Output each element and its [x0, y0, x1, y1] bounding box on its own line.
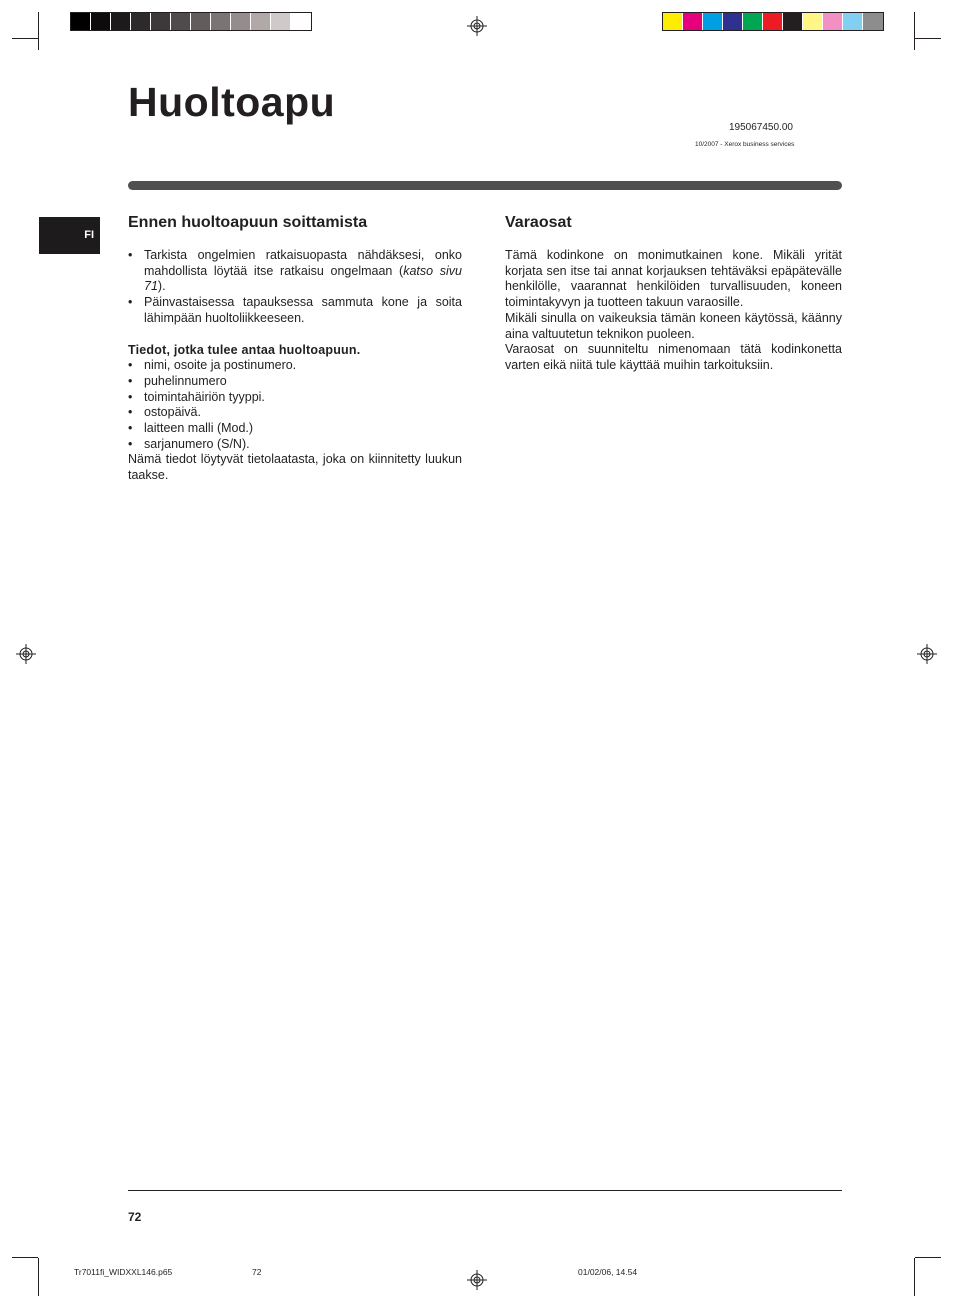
color-swatch [151, 13, 171, 30]
check-list [128, 248, 462, 327]
list-item: • Päinvastaisessa tapauksessa sammuta kone ja soita lähimpään huoltoliikkeeseen. [128, 295, 462, 326]
info-list [128, 358, 462, 452]
slug-filename: Tr7011fi_WIDXXL146.p65 [74, 1267, 173, 1277]
info-subheading: Tiedot, jotka tulee antaa huoltoapuun. [128, 342, 361, 357]
color-swatch [211, 13, 231, 30]
color-swatch [863, 13, 883, 30]
registration-mark-icon [467, 1270, 487, 1290]
registration-mark-icon [467, 16, 487, 36]
color-swatch [803, 13, 823, 30]
header-rule [128, 181, 842, 190]
left-column [128, 212, 462, 484]
right-column [505, 212, 842, 374]
crop-mark [914, 12, 915, 50]
color-swatch [843, 13, 863, 30]
page-number: 72 [128, 1210, 142, 1224]
document-note: 10/2007 - Xerox business services [695, 141, 795, 148]
crop-mark [915, 1257, 941, 1258]
color-swatch [131, 13, 151, 30]
crop-mark [38, 12, 39, 50]
color-swatch [683, 13, 703, 30]
color-swatch [91, 13, 111, 30]
color-swatch [191, 13, 211, 30]
color-swatch [783, 13, 803, 30]
color-swatch [663, 13, 683, 30]
crop-mark [12, 38, 38, 39]
color-swatch [763, 13, 783, 30]
slug-date: 01/02/06, 14.54 [578, 1267, 638, 1277]
list-item: • sarjanumero (S/N). [128, 437, 462, 453]
list-item: • laitteen malli (Mod.) [128, 421, 462, 437]
list-item: • toimintahäiriön tyyppi. [128, 390, 462, 406]
color-swatch [291, 13, 311, 30]
color-swatch [703, 13, 723, 30]
crop-mark [914, 1258, 915, 1296]
section-heading-spare-parts: Varaosat [505, 214, 572, 231]
language-code: FI [84, 229, 94, 241]
footer-rule [128, 1190, 842, 1191]
color-swatch [743, 13, 763, 30]
paragraph: Tämä kodinkone on monimutkainen kone. Mikäli yrität korjata sen itse tai annat korjauksen tehtäväksi epäpätevälle henkilölle, vaarannat henkilöiden turvallisuuden, koneen toimintakyvyn ja tuotteen takuun varaosille. [505, 248, 842, 310]
list-item: • Tarkista ongelmien ratkaisuopasta nähdäksesi, onko mahdollista löytää itse ratkaisu ongelmaan (katso sivu 71). [128, 248, 462, 295]
registration-mark-icon [16, 644, 36, 664]
process-color-bar [662, 12, 884, 31]
slug-page: 72 [252, 1267, 262, 1277]
crop-mark [38, 1258, 39, 1296]
paragraph: Mikäli sinulla on vaikeuksia tämän koneen käytössä, käänny aina valtuutetun teknikon puoleen. [505, 310, 842, 341]
color-swatch [251, 13, 271, 30]
list-item: • puhelinnumero [128, 374, 462, 390]
crop-mark [12, 1257, 38, 1258]
info-closing-text: Nämä tiedot löytyvät tietolaatasta, joka on kiinnitetty luukun taakse. [128, 452, 462, 483]
section-heading-before-calling: Ennen huoltoapuun soittamista [128, 214, 368, 231]
page-title: Huoltoapu [128, 79, 336, 125]
crop-mark [915, 38, 941, 39]
gray-scale-bar [70, 12, 312, 31]
color-swatch [71, 13, 91, 30]
color-swatch [823, 13, 843, 30]
color-swatch [111, 13, 131, 30]
document-code: 195067450.00 [729, 122, 793, 133]
language-tab [39, 217, 100, 254]
list-item: • ostopäivä. [128, 405, 462, 421]
registration-mark-icon [917, 644, 937, 664]
list-item: • nimi, osoite ja postinumero. [128, 358, 462, 374]
paragraph: Varaosat on suunniteltu nimenomaan tätä kodinkonetta varten eikä niitä tule käyttää muihin tarkoituksiin. [505, 342, 842, 372]
color-swatch [171, 13, 191, 30]
color-swatch [231, 13, 251, 30]
color-swatch [271, 13, 291, 30]
color-swatch [723, 13, 743, 30]
